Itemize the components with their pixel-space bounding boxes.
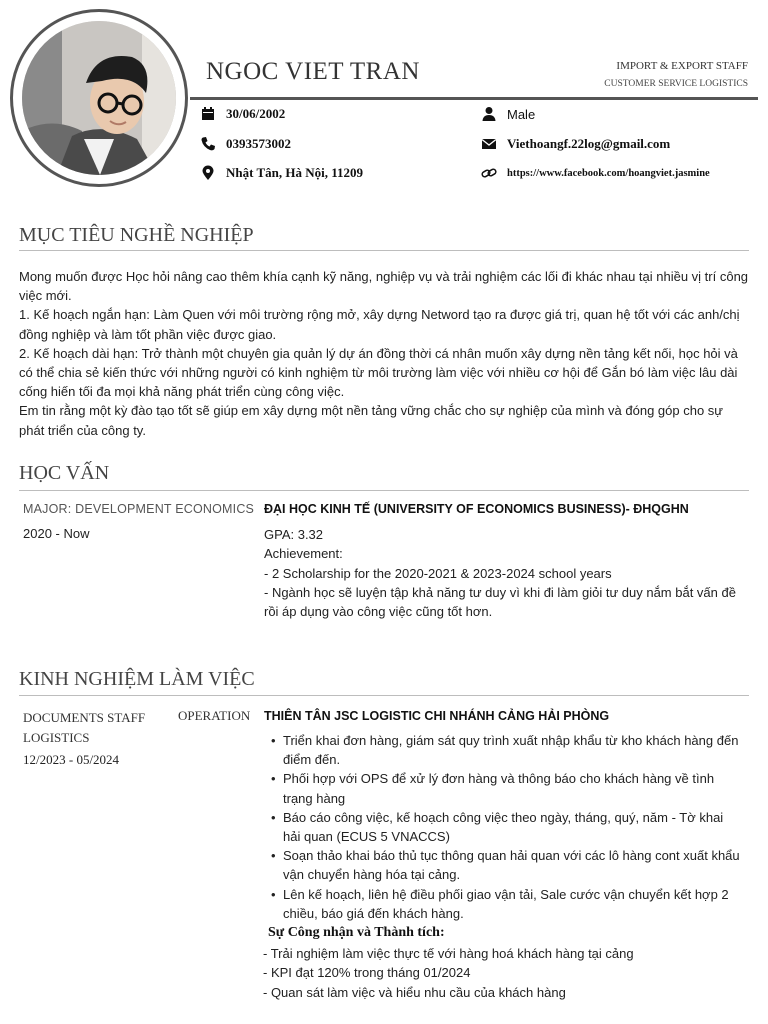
education-period: 2020 - Now bbox=[23, 526, 90, 541]
gender-row bbox=[481, 106, 535, 122]
avatar bbox=[10, 9, 188, 187]
experience-title: KINH NGHIỆM LÀM VIỆC bbox=[19, 668, 255, 690]
education-divider bbox=[19, 490, 749, 491]
education-line: GPA: 3.32 bbox=[264, 527, 324, 542]
phone-value[interactable]: 0393573002 bbox=[226, 136, 291, 151]
phone-row bbox=[200, 136, 291, 152]
list-item: • Phối hợp với OPS để xử lý đơn hàng và thông báo cho khách hàng về tình trạng hàng bbox=[270, 769, 740, 807]
experience-divider bbox=[19, 695, 749, 696]
education-line: - Ngành học sẽ luyện tập khả năng tư duy vì khi đi làm giỏi tư duy nắm bắt vấn đề rồi áp dụng vào công việc cũng tốt hơn. bbox=[264, 584, 736, 620]
user-icon bbox=[481, 106, 497, 122]
experience-period: 12/2023 - 05/2024 bbox=[23, 752, 120, 767]
objective-line: Mong muốn được Học hỏi nâng cao thêm khía cạnh kỹ năng, nghiệp vụ và trải nghiệm các lối đi khác nhau tại nhiều vị trí công việc mới. bbox=[19, 269, 749, 304]
email-row bbox=[481, 136, 670, 152]
education-school: ĐẠI HỌC KINH TẾ (UNIVERSITY OF ECONOMICS BUSINESS)- ĐHQGHN bbox=[264, 502, 689, 516]
birthdate-value: 30/06/2002 bbox=[226, 106, 286, 121]
objective-title: MỤC TIÊU NGHỀ NGHIỆP bbox=[19, 224, 254, 246]
list-item: • Lên kế hoạch, liên hệ điều phối giao vận tải, Sale cước vận chuyển kết hợp 2 chiều, báo giá đến khách hàng. bbox=[270, 885, 740, 923]
list-item: - KPI đạt 120% trong tháng 01/2024 bbox=[263, 965, 471, 981]
job-title: IMPORT & EXPORT STAFF bbox=[616, 60, 748, 72]
header-divider bbox=[190, 97, 758, 100]
education-line: - 2 Scholarship for the 2020-2021 & 2023-2024 school years bbox=[264, 565, 612, 581]
experience-position: DOCUMENTS STAFF LOGISTICS bbox=[23, 710, 146, 745]
experience-department: OPERATION bbox=[178, 708, 251, 723]
education-line: Achievement: bbox=[264, 546, 343, 562]
objective-line: Em tin rằng một kỳ đào tạo tốt sẽ giúp em xây dựng một nền tảng vững chắc cho sự nghiệp của mình và đóng góp cho sự phát triển của công ty. bbox=[19, 403, 723, 438]
envelope-icon bbox=[481, 136, 497, 152]
profile-photo bbox=[22, 21, 176, 175]
objective-line: 1. Kế hoạch ngắn hạn: Làm Quen với môi trường rộng mở, xây dựng Netword tạo ra được giá trị, quan hệ tốt với các anh/chị đồng nghiệp và làm tốt phần việc được giao. bbox=[19, 307, 740, 342]
address-value: Nhật Tân, Hà Nội, 11209 bbox=[226, 165, 364, 180]
objective-line: 2. Kế hoạch dài hạn: Trở thành một chuyên gia quản lý dự án đồng thời cá nhân muốn xây dựng nền tảng kết nối, học hỏi và có thể chia sẻ kiến thức với những người có kinh nghiệm từ môi trường làm việc với nhiều cơ hội để Gắn bó làm việc lâu dài cống hiến tối đa mọi khả năng phát triển cùng công việc. bbox=[19, 345, 738, 400]
list-item: - Quan sát làm việc và hiểu nhu cầu của khách hàng bbox=[263, 984, 566, 1000]
education-details bbox=[264, 525, 744, 621]
birthdate-row bbox=[200, 106, 285, 122]
list-item: - Trải nghiệm làm việc thực tế với hàng hoá khách hàng tại cảng bbox=[263, 946, 634, 961]
phone-icon bbox=[200, 136, 216, 152]
education-major: MAJOR: DEVELOPMENT ECONOMICS bbox=[23, 502, 255, 516]
link-icon bbox=[481, 165, 497, 181]
objective-text bbox=[19, 267, 749, 440]
address-row bbox=[200, 165, 363, 181]
candidate-name: NGOC VIET TRAN bbox=[206, 58, 420, 85]
job-subtitle: CUSTOMER SERVICE LOGISTICS bbox=[604, 79, 748, 89]
gender-value: Male bbox=[507, 106, 536, 122]
experience-company: THIÊN TÂN JSC LOGISTIC CHI NHÁNH CẢNG HẢI PHÒNG bbox=[264, 709, 610, 723]
list-item: • Báo cáo công việc, kế hoạch công việc theo ngày, tháng, quý, năm - Tờ khai hải quan (ECUS 5 VNACCS) bbox=[270, 808, 740, 846]
list-item: • Soạn thảo khai báo thủ tục thông quan hải quan với các lô hàng cont xuất khẩu vận chuyển hàng hóa tại cảng. bbox=[270, 846, 740, 884]
email-value[interactable]: Viethoangf.22log@gmail.com bbox=[507, 136, 671, 151]
achievements-title: Sự Công nhận và Thành tích: bbox=[268, 925, 445, 940]
location-pin-icon bbox=[200, 165, 216, 181]
achievements-list bbox=[263, 944, 743, 1002]
website-link[interactable]: https://www.facebook.com/hoangviet.jasmine bbox=[507, 167, 710, 179]
calendar-icon bbox=[200, 106, 216, 122]
website-row bbox=[481, 165, 710, 181]
education-title: HỌC VẤN bbox=[19, 462, 110, 484]
list-item: • Triển khai đơn hàng, giám sát quy trình xuất nhập khẩu từ kho khách hàng đến điểm đến. bbox=[270, 731, 740, 769]
duty-list bbox=[270, 731, 740, 923]
objective-divider bbox=[19, 250, 749, 251]
